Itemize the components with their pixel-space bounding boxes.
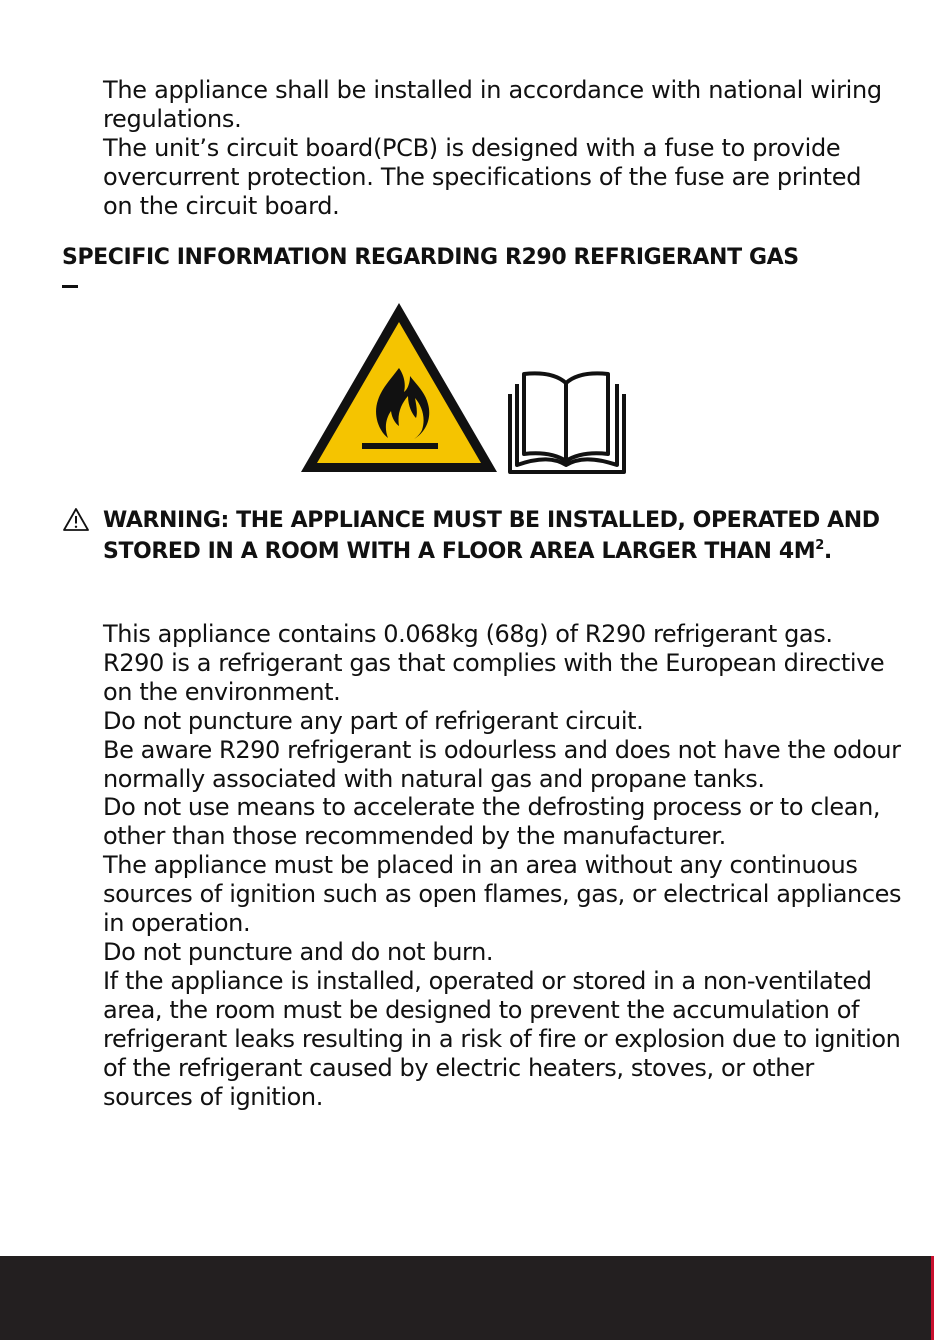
- warning-text-superscript: 2: [815, 538, 824, 553]
- footer-bar: [0, 1256, 934, 1340]
- intro-paragraph-fuse: The unit’s circuit board(PCB) is designed with a fuse to provide overcurrent protection. The specifications of the fuse are printed on the circuit board.: [103, 134, 862, 220]
- body-paragraph: R290 is a refrigerant gas that complies with the European directive on the environment.: [103, 648, 885, 706]
- intro-paragraph-wiring: The appliance shall be installed in accordance with national wiring regulations.: [103, 76, 882, 133]
- open-manual-icon: [510, 373, 624, 472]
- body-paragraph: Do not use means to accelerate the defrosting process or to clean, other than those recommended by the manufacturer.: [103, 793, 881, 851]
- warning-triangle-icon: [62, 507, 90, 533]
- intro-text: [103, 76, 893, 221]
- safety-symbols: [300, 300, 630, 476]
- heading-dash: [62, 285, 78, 288]
- body-paragraph: The appliance must be placed in an area without any continuous sources of ignition such as open flames, gas, or electrical appliances in operation.: [103, 851, 902, 938]
- body-paragraph: Be aware R290 refrigerant is odourless and does not have the odour normally associated with natural gas and propane tanks.: [103, 735, 901, 793]
- warning-text-main: WARNING: THE APPLIANCE MUST BE INSTALLED, OPERATED AND STORED IN A ROOM WITH A FLOOR AREA LARGER THAN 4M: [103, 508, 880, 564]
- body-paragraph: This appliance contains 0.068kg (68g) of R290 refrigerant gas.: [103, 620, 833, 648]
- body-paragraph: Do not puncture and do not burn.: [103, 937, 494, 966]
- body-paragraph: Do not puncture any part of refrigerant circuit.: [103, 706, 644, 735]
- body-paragraph: If the appliance is installed, operated or stored in a non-ventilated area, the room must be designed to prevent the accumulation of refrigerant leaks resulting in a risk of fire or explosion due to ignition of the refrigerant caused by electric heaters, stoves, or other sources of ignition.: [103, 966, 901, 1111]
- r290-information: [103, 620, 903, 1111]
- section-heading: SPECIFIC INFORMATION REGARDING R290 REFRIGERANT GAS: [62, 245, 799, 270]
- flammable-warning-icon: [301, 303, 497, 472]
- warning-text: [103, 505, 883, 567]
- warning-text-end: .: [823, 539, 832, 564]
